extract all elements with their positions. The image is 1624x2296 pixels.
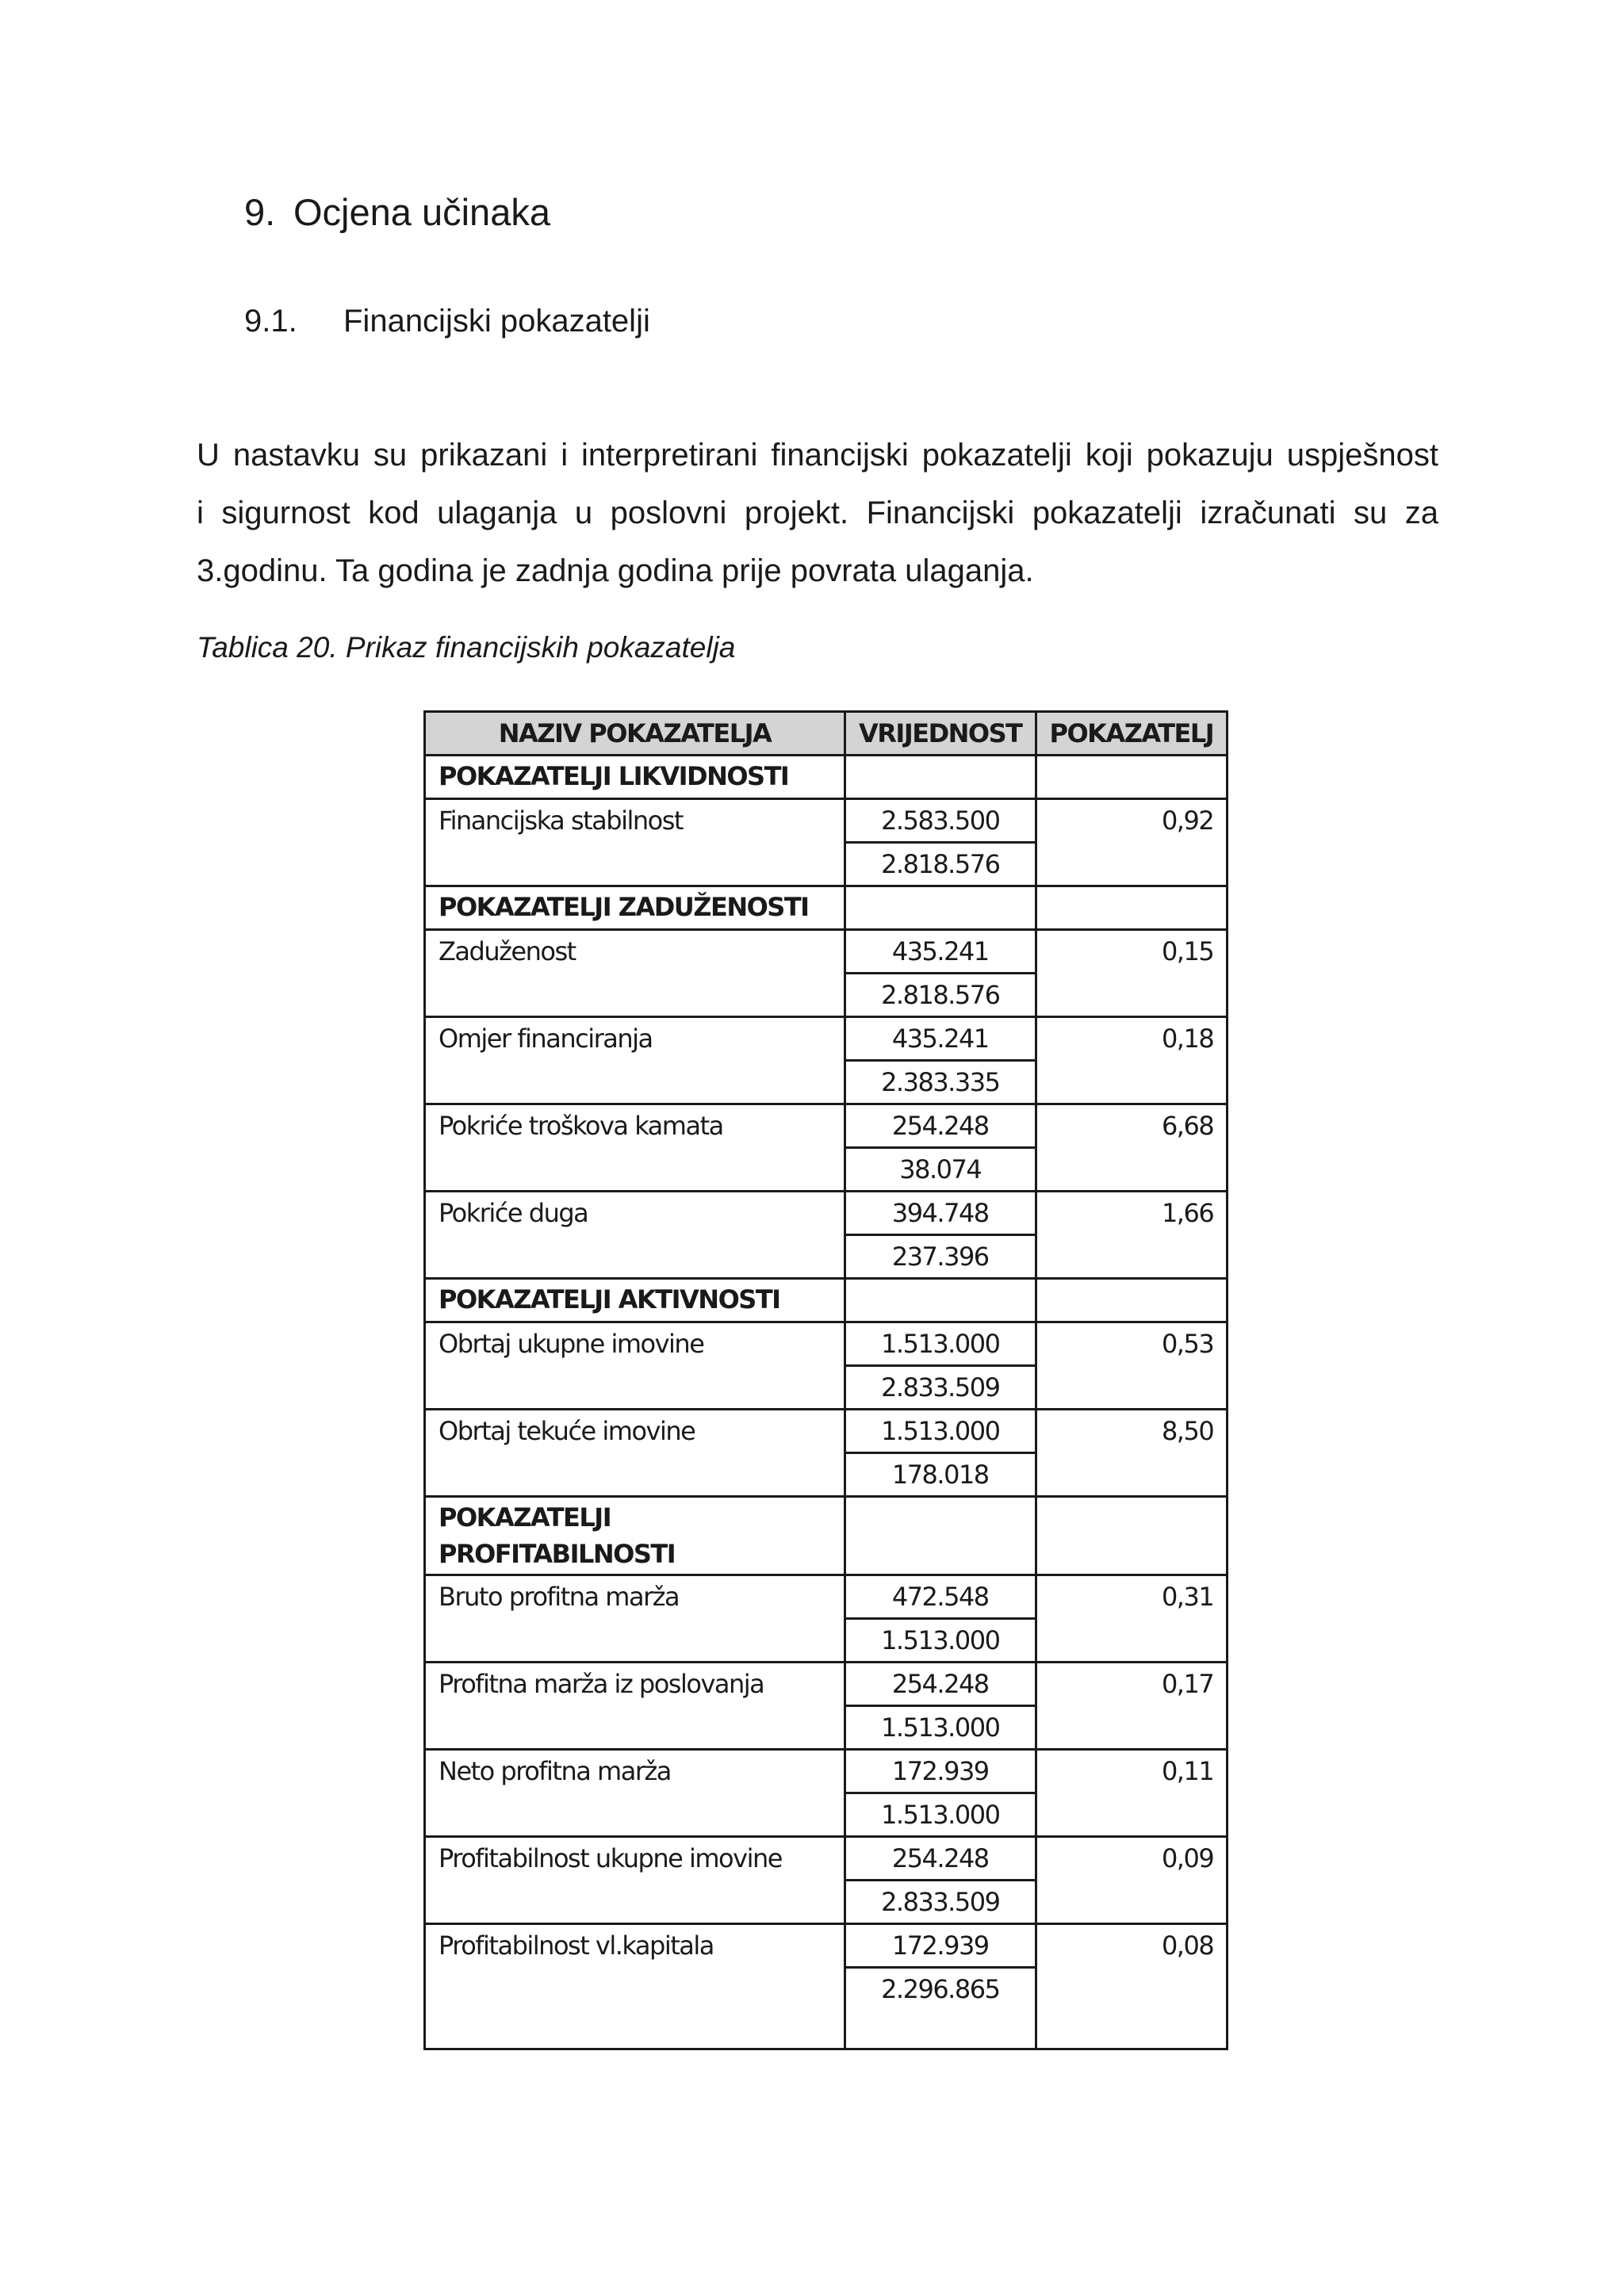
indicator-name: Omjer financiranja xyxy=(425,1017,845,1104)
indicator-denominator: 1.513.000 xyxy=(845,1793,1036,1837)
section-row xyxy=(425,756,1228,799)
indicator-name: Pokriće duga xyxy=(425,1192,845,1279)
indicator-numerator: 435.241 xyxy=(845,1017,1036,1061)
indicator-name: Neto profitna marža xyxy=(425,1750,845,1837)
indicator-name: Obrtaj tekuće imovine xyxy=(425,1410,845,1497)
indicator-value: 6,68 xyxy=(1036,1104,1228,1192)
indicator-denominator: 2.296.865 xyxy=(845,1968,1036,2049)
table-row xyxy=(425,1322,1228,1366)
indicator-numerator: 2.583.500 xyxy=(845,799,1036,843)
indicator-denominator: 178.018 xyxy=(845,1453,1036,1497)
indicator-numerator: 1.513.000 xyxy=(845,1410,1036,1453)
indicator-name: Zaduženost xyxy=(425,930,845,1017)
section-empty-indicator xyxy=(1036,756,1228,799)
section-empty-value xyxy=(845,1279,1036,1322)
indicator-numerator: 254.248 xyxy=(845,1837,1036,1881)
indicator-value: 0,18 xyxy=(1036,1017,1228,1104)
table-caption: Tablica 20. Prikaz financijskih pokazatelja xyxy=(197,631,736,664)
section-title: POKAZATELJI ZADUŽENOSTI xyxy=(425,886,845,930)
indicator-value: 0,15 xyxy=(1036,930,1228,1017)
indicator-value: 0,08 xyxy=(1036,1924,1228,2049)
indicator-value: 0,92 xyxy=(1036,799,1228,886)
indicator-value: 0,11 xyxy=(1036,1750,1228,1837)
indicator-value: 8,50 xyxy=(1036,1410,1228,1497)
indicator-numerator: 394.748 xyxy=(845,1192,1036,1235)
indicator-denominator: 2.818.576 xyxy=(845,843,1036,886)
table-body xyxy=(425,756,1228,2049)
indicator-numerator: 254.248 xyxy=(845,1104,1036,1148)
paragraph-line: i sigurnost kod ulaganja u poslovni projekt. Financijski pokazatelji izračunati su za xyxy=(197,496,1438,530)
indicator-denominator: 2.383.335 xyxy=(845,1061,1036,1104)
indicator-name: Profitabilnost ukupne imovine xyxy=(425,1837,845,1924)
indicator-numerator: 472.548 xyxy=(845,1575,1036,1619)
section-title: POKAZATELJI AKTIVNOSTI xyxy=(425,1279,845,1322)
intro-paragraph xyxy=(197,427,1438,600)
indicator-value: 0,09 xyxy=(1036,1837,1228,1924)
column-header-name: NAZIV POKAZATELJA xyxy=(425,712,845,756)
section-heading-number: 9. xyxy=(244,191,276,233)
table-row xyxy=(425,1575,1228,1619)
section-heading xyxy=(244,190,550,235)
indicator-value: 0,53 xyxy=(1036,1322,1228,1410)
indicator-denominator: 237.396 xyxy=(845,1235,1036,1279)
indicator-denominator: 38.074 xyxy=(845,1148,1036,1192)
section-empty-value xyxy=(845,756,1036,799)
section-empty-indicator xyxy=(1036,1497,1228,1575)
section-title: POKAZATELJI PROFITABILNOSTI xyxy=(425,1497,845,1575)
section-title: POKAZATELJI LIKVIDNOSTI xyxy=(425,756,845,799)
indicator-name: Bruto profitna marža xyxy=(425,1575,845,1663)
indicator-numerator: 1.513.000 xyxy=(845,1322,1036,1366)
paragraph-line: 3.godinu. Ta godina je zadnja godina prije povrata ulaganja. xyxy=(197,553,1034,588)
indicator-value: 0,31 xyxy=(1036,1575,1228,1663)
indicator-name: Obrtaj ukupne imovine xyxy=(425,1322,845,1410)
section-empty-value xyxy=(845,886,1036,930)
table-row xyxy=(425,1837,1228,1881)
table-row xyxy=(425,1663,1228,1706)
indicator-numerator: 172.939 xyxy=(845,1924,1036,1968)
subsection-heading xyxy=(244,301,650,341)
indicator-denominator: 1.513.000 xyxy=(845,1619,1036,1663)
table-row xyxy=(425,1750,1228,1793)
section-empty-indicator xyxy=(1036,886,1228,930)
section-row xyxy=(425,1497,1228,1575)
section-empty-value xyxy=(845,1497,1036,1575)
section-heading-text: Ocjena učinaka xyxy=(293,191,550,233)
subsection-heading-number: 9.1. xyxy=(244,304,297,339)
table-row xyxy=(425,1104,1228,1148)
indicator-denominator: 2.818.576 xyxy=(845,974,1036,1017)
indicator-denominator: 2.833.509 xyxy=(845,1881,1036,1924)
indicator-name: Profitna marža iz poslovanja xyxy=(425,1663,845,1750)
column-header-indicator: POKAZATELJ xyxy=(1036,712,1228,756)
table-row xyxy=(425,1192,1228,1235)
indicator-value: 1,66 xyxy=(1036,1192,1228,1279)
indicator-denominator: 1.513.000 xyxy=(845,1706,1036,1750)
indicator-value: 0,17 xyxy=(1036,1663,1228,1750)
table-row xyxy=(425,799,1228,843)
section-row xyxy=(425,886,1228,930)
table-row xyxy=(425,1924,1228,1968)
table-header-row xyxy=(425,712,1228,756)
indicator-name: Financijska stabilnost xyxy=(425,799,845,886)
indicator-name: Pokriće troškova kamata xyxy=(425,1104,845,1192)
table-row xyxy=(425,1017,1228,1061)
table-row xyxy=(425,1410,1228,1453)
column-header-value: VRIJEDNOST xyxy=(845,712,1036,756)
indicator-numerator: 254.248 xyxy=(845,1663,1036,1706)
indicator-numerator: 172.939 xyxy=(845,1750,1036,1793)
indicator-denominator: 2.833.509 xyxy=(845,1366,1036,1410)
section-empty-indicator xyxy=(1036,1279,1228,1322)
section-row xyxy=(425,1279,1228,1322)
subsection-heading-text: Financijski pokazatelji xyxy=(343,304,650,339)
financial-indicators-table xyxy=(423,710,1228,2050)
indicator-name: Profitabilnost vl.kapitala xyxy=(425,1924,845,2049)
table-row xyxy=(425,930,1228,974)
paragraph-line: U nastavku su prikazani i interpretirani financijski pokazatelji koji pokazuju uspješnost xyxy=(197,438,1438,473)
indicator-numerator: 435.241 xyxy=(845,930,1036,974)
